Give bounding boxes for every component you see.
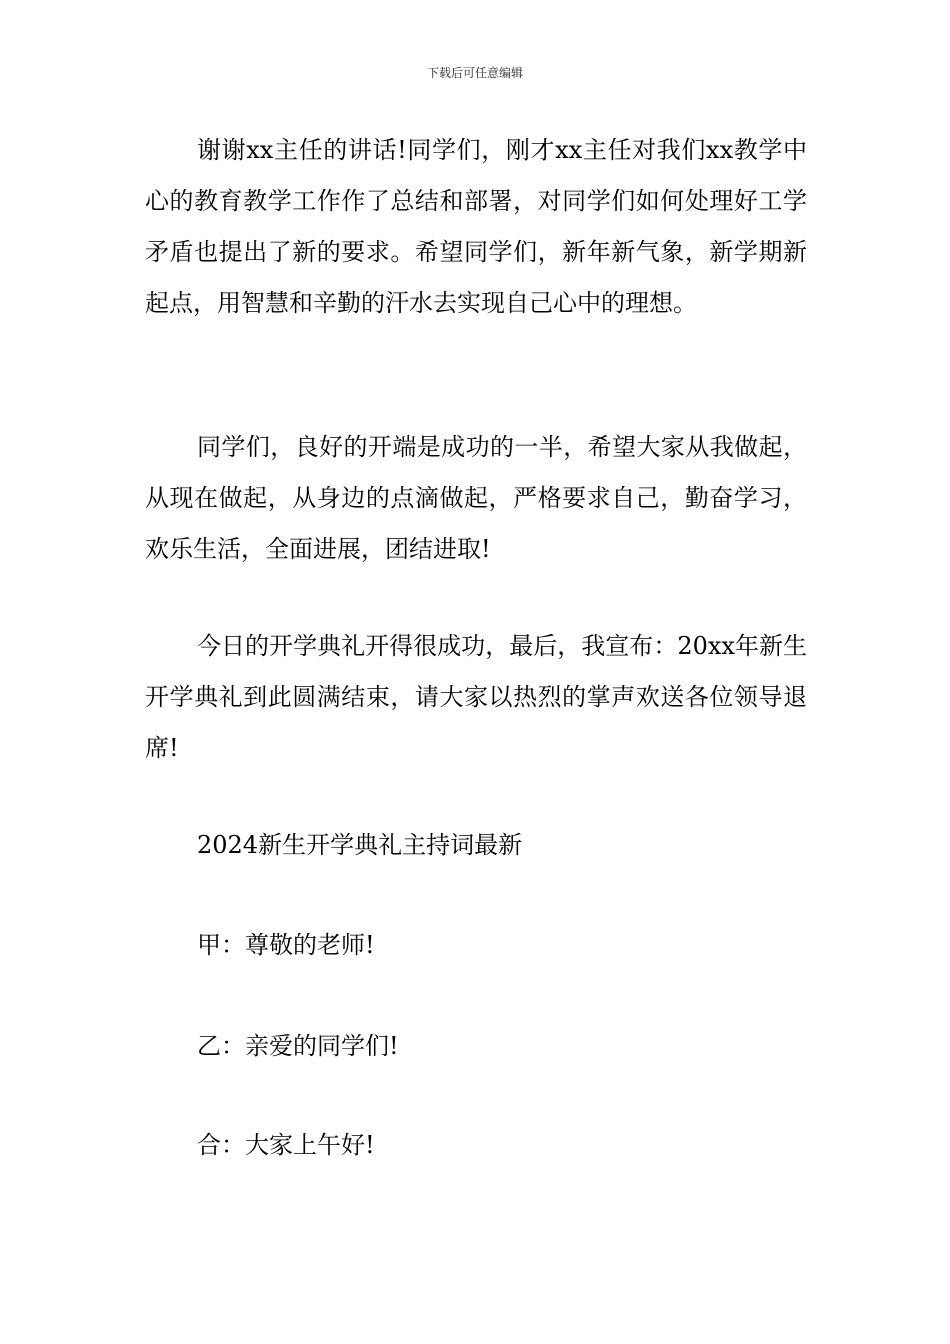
paragraph-good-start: 同学们，良好的开端是成功的一半，希望大家从我做起，从现在做起，从身边的点滴做起，严格要求自己，勤奋学习，欢乐生活，全面进展，团结进取! xyxy=(145,433,807,563)
host-line-together: 合：大家上午好! xyxy=(197,1131,375,1159)
host-line-b: 乙：亲爱的同学们! xyxy=(197,1032,399,1060)
page-header-note: 下载后可任意编辑 xyxy=(426,66,523,80)
host-line-a: 甲：尊敬的老师! xyxy=(197,931,375,959)
paragraph-closing-announcement: 今日的开学典礼开得很成功，最后，我宣布：20xx年新生开学典礼到此圆满结束，请大家以热烈的掌声欢送各位领导退席! xyxy=(145,632,807,762)
paragraph-thanks-speech: 谢谢xx主任的讲话!同学们，刚才xx主任对我们xx教学中心的教育教学工作作了总结和部署，对同学们如何处理好工学矛盾也提出了新的要求。希望同学们，新年新气象，新学期新起点，用智慧和辛勤的汗水去实现自己心中的理想。 xyxy=(145,136,807,317)
section-title: 2024新生开学典礼主持词最新 xyxy=(197,831,523,859)
